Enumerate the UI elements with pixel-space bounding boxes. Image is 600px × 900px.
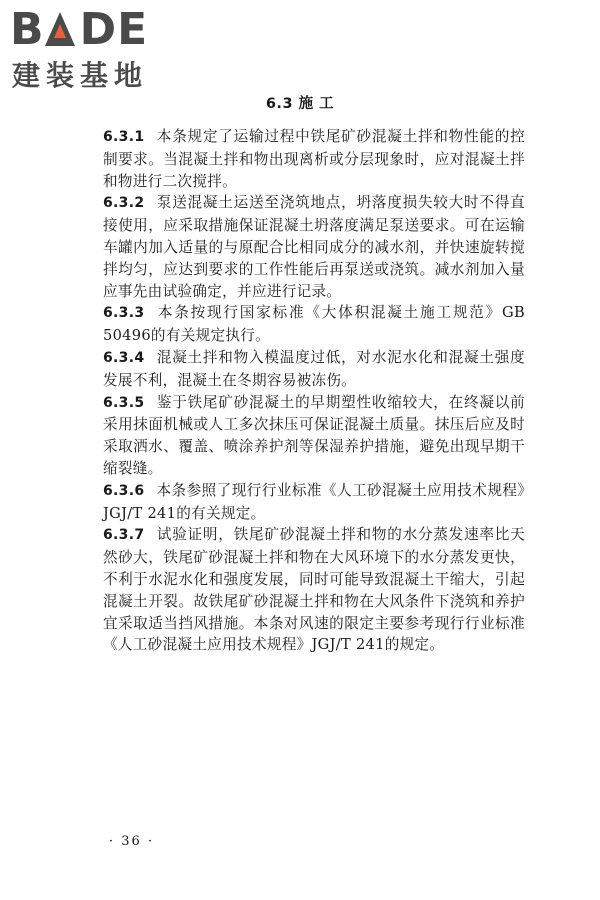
logo-a-triangle-icon [45, 6, 80, 54]
clause-6-3-1 [103, 126, 525, 192]
clause-number: 6.3.6 [103, 482, 145, 499]
clause-number: 6.3.2 [103, 195, 145, 212]
clause-text: 本条参照了现行行业标准《人工砂混凝土应用技术规程》JGJ/T 241的有关规定。 [103, 481, 525, 522]
clause-6-3-3 [103, 302, 525, 347]
section-title: 6.3 施 工 [265, 96, 335, 112]
clause-text: 混凝土拌和物入模温度过低，对水泥水化和混凝土强度发展不利，混凝土在冬期容易被冻伤。 [103, 348, 525, 389]
clause-text: 鉴于铁尾矿砂混凝土的早期塑性收缩较大，在终凝以前采用抹面机械或人工多次抹压可保证混凝土质量。抹压后应及时采取洒水、覆盖、喷涂养护剂等保湿养护措施，避免出现早期干缩裂缝。 [103, 393, 525, 477]
watermark-subtitle: 建装基地 [12, 59, 149, 92]
clause-list [103, 126, 525, 656]
bade-watermark-logo [10, 6, 180, 96]
clause-text: 泵送混凝土运送至浇筑地点，坍落度损失较大时不得直接使用，应采取措施保证混凝土坍落度满足泵送要求。可在运输车罐内加入适量的与原配合比相同成分的减水剂，并快速旋转搅拌均匀，应达到要求的工作性能后再泵送或浇筑。减水剂加入量应事先由试验确定，并应进行记录。 [103, 194, 525, 300]
clause-6-3-5 [103, 392, 525, 480]
clause-text: 本条按现行国家标准《大体积混凝土施工规范》GB 50496的有关规定执行。 [103, 304, 525, 345]
clause-number: 6.3.3 [103, 305, 145, 322]
clause-number: 6.3.1 [103, 129, 145, 145]
clause-6-3-6 [103, 480, 525, 525]
clause-6-3-7 [103, 524, 525, 656]
clause-text: 试验证明，铁尾矿砂混凝土拌和物的水分蒸发速率比天然砂大，铁尾矿砂混凝土拌和物在大风环境下的水分蒸发更快，不利于水泥水化和强度发展，同时可能导致混凝土干缩大，引起混凝土开裂。故铁尾矿砂混凝土拌和物在大风条件下浇筑和养护宜采取适当挡风措施。本条对风速的限定主要参考现行行业标准《人工砂混凝土应用技术规程》JGJ/T 241的规定。 [103, 526, 525, 654]
clause-number: 6.3.7 [103, 527, 145, 544]
bade-logo-wordmark: B DE [10, 4, 149, 55]
clause-text: 本条规定了运输过程中铁尾矿砂混凝土拌和物性能的控制要求。当混凝土拌和物出现离析或分层现象时，应对混凝土拌和物进行二次搅拌。 [103, 128, 525, 190]
clause-6-3-2 [103, 192, 525, 302]
clause-number: 6.3.5 [103, 394, 145, 411]
clause-6-3-4 [103, 347, 525, 392]
clause-number: 6.3.4 [103, 349, 145, 366]
page-number: · 36 · [109, 834, 155, 849]
